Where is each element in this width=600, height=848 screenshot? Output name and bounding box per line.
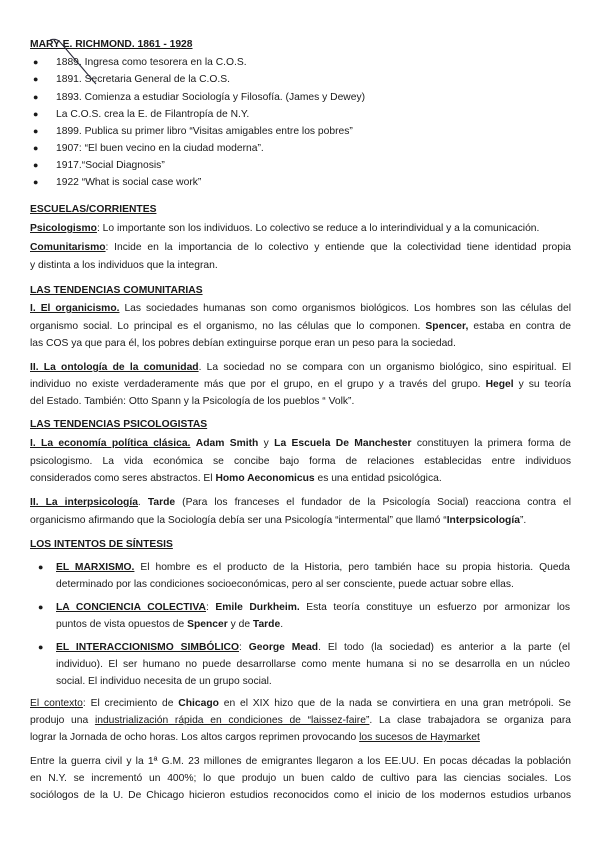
- bullet-icon: ●: [38, 562, 44, 572]
- paragraph-line: del Estado. También: Otto Spann y la Psicología de los pueblos “ Volk”.: [30, 396, 355, 407]
- timeline-item: 1922 “What is social case work”: [56, 177, 202, 188]
- paragraph-line: organicismo afirmando que la Sociología debía ser una Psicología “intermental” que llamó “Interpsicología”.: [30, 515, 527, 526]
- paragraph-comunitarismo: Comunitarismo: Incide en la importancia de lo colectivo y entiende que la colectividad tiene identidad propia: [30, 242, 571, 253]
- paragraph-line: lograr la Jornada de ocho horas. Los altos cargos reprimen provocando los sucesos de Haymarket: [30, 732, 480, 743]
- paragraph-line: produjo una industrialización rápida en condiciones de “laissez-faire”. La clase trabajadora se organiza para: [30, 715, 572, 726]
- bullet-icon: ●: [38, 602, 44, 612]
- paragraph-line: psicologismo. La vida económica se concibe bajo forma de relaciones establecidas entre individuos: [30, 456, 571, 467]
- paragraph-organicismo: I. El organicismo. Las sociedades humanas son como organismos biológicos. Los hombres son las células del: [30, 303, 572, 314]
- paragraph-line: las COS ya que para él, los pobres debían extinguirse porque eran un peso para la sociedad.: [30, 338, 456, 349]
- bullet-icon: ●: [33, 109, 39, 119]
- paragraph-interpsicologia: II. La interpsicología. Tarde (Para los franceses el fundador de la Psicología Social) reacciona contra el: [30, 497, 571, 508]
- paragraph-line: y distinta a los individuos que la integran.: [30, 260, 218, 271]
- timeline-item: 1889. Ingresa como tesorera en la C.O.S.: [56, 57, 247, 68]
- paragraph-psicologismo: Psicologismo: Lo importante son los individuos. Lo colectivo se reduce a lo interindividual y a la comunicación.: [30, 223, 540, 234]
- paragraph-line: puntos de vista opuestos de Spencer y de Tarde.: [56, 619, 284, 630]
- bullet-icon: ●: [33, 126, 39, 136]
- paragraph-economia: I. La economía política clásica. Adam Smith y La Escuela De Manchester constituyen la primera forma de: [30, 438, 571, 449]
- paragraph-line: sociólogos de la U. De Chicago hicieron estudios reconocidos como el inicio de los modernos estudios urbanos: [30, 790, 571, 801]
- timeline-item: 1891. Secretaria General de la C.O.S.: [56, 74, 230, 85]
- paragraph-emigracion: Entre la guerra civil y la 1ª G.M. 23 millones de emigrantes llegaron a los EE.UU. En pocas décadas la población: [30, 756, 571, 767]
- timeline-item: 1899. Publica su primer libro “Visitas amigables entre los pobres”: [56, 126, 353, 137]
- timeline-item: 1893. Comienza a estudiar Sociología y Filosofía. (James y Dewey): [56, 92, 366, 103]
- paragraph-line: individuo no existe verdaderamente más que por el grupo, en el grupo y a través del grupo. Hegel y su teoría: [30, 379, 571, 390]
- bullet-icon: ●: [33, 143, 39, 153]
- paragraph-ontologia: II. La ontología de la comunidad. La sociedad no se compara con un organismo biológico, sino espiritual. El: [30, 362, 571, 373]
- bullet-icon: ●: [38, 642, 44, 652]
- section-heading-escuelas: ESCUELAS/CORRIENTES: [30, 204, 157, 215]
- paragraph-interaccionismo: EL INTERACCIONISMO SIMBÓLICO: George Mead. El todo (la sociedad) es anterior a la parte (el: [56, 642, 570, 653]
- paragraph-conciencia-colectiva: LA CONCIENCIA COLECTIVA: Emile Durkheim. Esta teoría constituye un esfuerzo por armonizar los: [56, 602, 570, 613]
- section-heading-comunitarias: LAS TENDENCIAS COMUNITARIAS: [30, 285, 203, 296]
- bullet-icon: ●: [33, 57, 39, 67]
- page-title: MARY E. RICHMOND. 1861 - 1928: [30, 39, 193, 50]
- bullet-icon: ●: [33, 74, 39, 84]
- paragraph-contexto: El contexto: El crecimiento de Chicago en el XIX hizo que de la nada se convirtiera en una gran metrópoli. Se: [30, 698, 572, 709]
- section-heading-psicologistas: LAS TENDENCIAS PSICOLOGISTAS: [30, 419, 208, 430]
- paragraph-line: en N.Y. se incrementó un 400%; lo que produjo un buen caldo de cultivo para las ciencias sociales. Los: [30, 773, 571, 784]
- paragraph-line: determinado por las condiciones socioeconómicas, pero al ser consciente, puede actuar sobre ellas.: [56, 579, 514, 590]
- paragraph-line: social. El individuo necesita de un grupo social.: [56, 676, 272, 687]
- bullet-icon: ●: [33, 177, 39, 187]
- section-heading-sintesis: LOS INTENTOS DE SÍNTESIS: [30, 539, 173, 550]
- bullet-icon: ●: [33, 160, 39, 170]
- timeline-item: La C.O.S. crea la E. de Filantropía de N.Y.: [56, 109, 250, 120]
- paragraph-line: considerados como seres abstractos. El Homo Aeconomicus es una entidad psicológica.: [30, 473, 442, 484]
- paragraph-line: organismo social. Lo principal es el organismo, no las células que lo componen. Spencer, estaba en contra de: [30, 321, 571, 332]
- paragraph-marxismo: EL MARXISMO. El hombre es el producto de la Historia, pero también hace su propia historia. Queda: [56, 562, 570, 573]
- timeline-item: 1917.“Social Diagnosis”: [56, 160, 165, 171]
- paragraph-line: individuo). El ser humano no puede desarrollarse como mente humana si no se desarrolla en un núcleo: [56, 659, 570, 670]
- timeline-item: 1907: “El buen vecino en la ciudad moderna”.: [56, 143, 264, 154]
- bullet-icon: ●: [33, 92, 39, 102]
